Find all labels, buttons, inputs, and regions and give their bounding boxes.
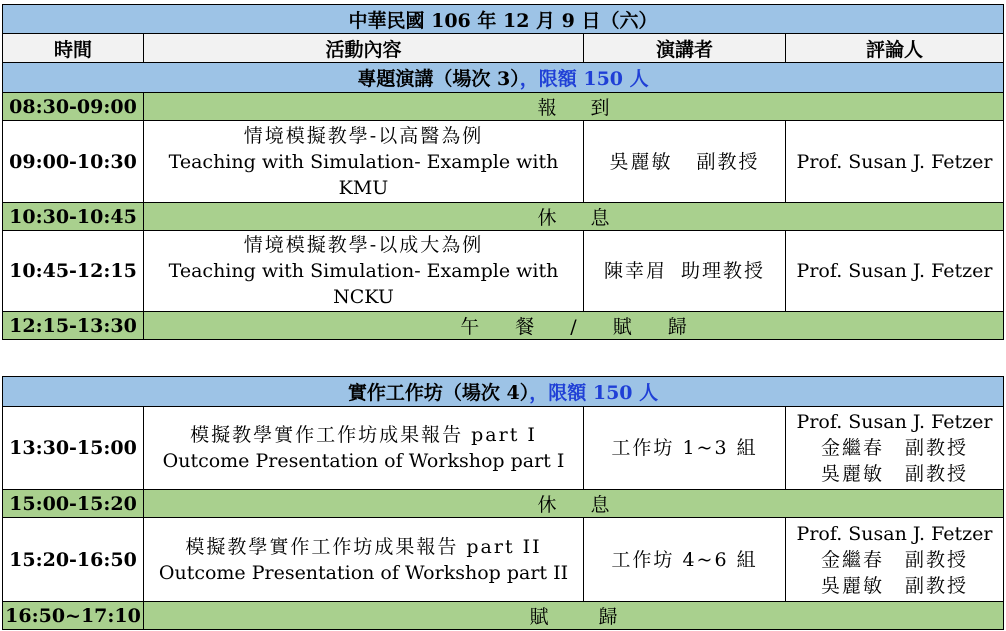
workshop-title-en: Outcome Presentation of Workshop part II	[158, 561, 569, 584]
session-3-name: 專題演講（場次 3）	[357, 68, 520, 90]
talk-content	[144, 231, 584, 312]
workshop-title-en: Outcome Presentation of Workshop part I	[162, 450, 565, 472]
discussant-cell	[786, 518, 1004, 602]
speaker-cell: 工作坊 4~6 組	[584, 518, 786, 602]
session-4-title	[3, 377, 1004, 407]
discussant-cell: Prof. Susan J. Fetzer	[786, 231, 1004, 312]
speaker-cell	[584, 231, 786, 312]
discussant-name: Prof. Susan J. Fetzer	[796, 411, 993, 433]
discussant-cell: Prof. Susan J. Fetzer	[786, 121, 1004, 203]
speaker-title: 副教授	[696, 150, 760, 173]
talk-title-en: Teaching with Simulation- Example with	[168, 260, 559, 282]
talk-title-en: NCKU	[333, 286, 394, 308]
discussant-name: 金繼春 副教授	[821, 548, 969, 571]
header-speaker: 演講者	[584, 34, 786, 63]
session-3-title	[3, 63, 1004, 93]
session-3-limit: ，限額 150 人	[519, 68, 649, 90]
discussant-name: 金繼春 副教授	[821, 437, 969, 459]
workshop-content	[144, 518, 584, 602]
speaker-cell: 工作坊 1~3 組	[584, 407, 786, 490]
speaker-name: 吳麗敏	[609, 150, 673, 173]
header-content: 活動內容	[144, 34, 584, 63]
workshop-title-zh: 模擬教學實作工作坊成果報告 part I	[190, 424, 537, 446]
time-cell: 15:00-15:20	[3, 490, 144, 518]
schedule-table-afternoon	[2, 376, 1004, 630]
session-4-limit: ，限額 150 人	[529, 382, 659, 404]
time-cell: 15:20-16:50	[3, 518, 144, 602]
workshop-title-zh: 模擬教學實作工作坊成果報告 part II	[185, 535, 542, 558]
discussant-name: Prof. Susan J. Fetzer	[796, 522, 993, 545]
checkin-label: 報到	[537, 97, 644, 119]
time-cell: 10:45-12:15	[3, 231, 144, 312]
speaker-title: 助理教授	[681, 260, 766, 282]
date-title: 中華民國 106 年 12 月 9 日（六）	[3, 5, 1004, 34]
schedule-table-morning	[2, 4, 1004, 340]
speaker-name: 陳幸眉	[603, 260, 667, 282]
talk-content	[144, 121, 584, 203]
talk-title-en: KMU	[338, 176, 389, 199]
talk-title-zh: 情境模擬教學-以成大為例	[243, 234, 484, 256]
discussant-cell	[786, 407, 1004, 490]
time-cell: 13:30-15:00	[3, 407, 144, 490]
header-time: 時間	[3, 34, 144, 63]
workshop-content	[144, 407, 584, 490]
lunch-label: 午 餐 / 賦 歸	[144, 312, 1004, 340]
session-4-name: 實作工作坊（場次 4）	[347, 382, 530, 404]
discussant-name: 吳麗敏 副教授	[821, 574, 969, 597]
discussant-name: 吳麗敏 副教授	[821, 463, 969, 485]
talk-title-en: Teaching with Simulation- Example with	[168, 150, 559, 173]
break-label: 休息	[537, 207, 644, 229]
speaker-cell	[584, 121, 786, 203]
dismissal-label: 賦歸	[529, 606, 668, 628]
time-cell: 12:15-13:30	[3, 312, 144, 340]
header-discussant: 評論人	[786, 34, 1004, 63]
talk-title-zh: 情境模擬教學-以高醫為例	[243, 124, 484, 147]
break-label: 休息	[537, 494, 644, 516]
time-cell: 10:30-10:45	[3, 203, 144, 231]
time-cell: 09:00-10:30	[3, 121, 144, 203]
time-cell: 08:30-09:00	[3, 93, 144, 121]
time-cell: 16:50~17:10	[3, 602, 144, 630]
